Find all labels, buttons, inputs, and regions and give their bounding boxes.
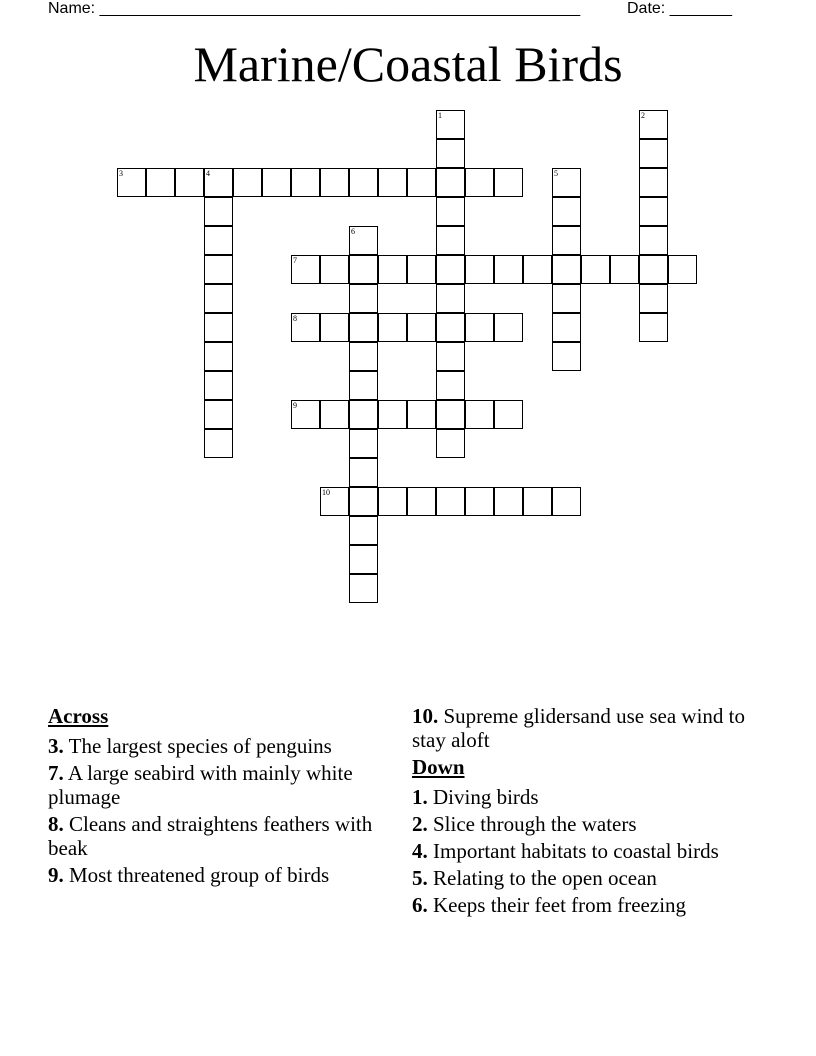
cell-number: 4 xyxy=(206,169,210,178)
grid-cell[interactable] xyxy=(465,400,494,429)
grid-cell[interactable] xyxy=(407,400,436,429)
grid-cell[interactable] xyxy=(378,313,407,342)
grid-cell[interactable] xyxy=(465,487,494,516)
grid-cell[interactable] xyxy=(349,545,378,574)
clue-text: Relating to the open ocean xyxy=(427,866,657,890)
grid-cell[interactable] xyxy=(639,313,668,342)
grid-cell[interactable] xyxy=(581,255,610,284)
grid-cell[interactable] xyxy=(552,255,581,284)
clues-column-left xyxy=(48,704,378,890)
grid-cell[interactable] xyxy=(233,168,262,197)
clue-number: 4. xyxy=(412,839,428,863)
clue-across-3 xyxy=(48,734,378,758)
clue-number: 5. xyxy=(412,866,428,890)
grid-cell[interactable] xyxy=(494,168,523,197)
grid-cell[interactable] xyxy=(349,255,378,284)
grid-cell[interactable] xyxy=(494,255,523,284)
clue-number: 10. xyxy=(412,704,439,728)
clue-text: Important habitats to coastal birds xyxy=(427,839,719,863)
down-heading: Down xyxy=(412,755,465,779)
grid-cell[interactable] xyxy=(465,255,494,284)
grid-cell[interactable] xyxy=(204,197,233,226)
grid-cell[interactable] xyxy=(378,487,407,516)
grid-cell[interactable] xyxy=(436,110,465,139)
grid-cell[interactable] xyxy=(349,168,378,197)
grid-cell[interactable] xyxy=(436,255,465,284)
grid-cell[interactable] xyxy=(204,342,233,371)
grid-cell[interactable] xyxy=(494,487,523,516)
grid-cell[interactable] xyxy=(436,429,465,458)
grid-cell[interactable] xyxy=(407,255,436,284)
grid-cell[interactable] xyxy=(436,371,465,400)
grid-cell[interactable] xyxy=(349,226,378,255)
clue-number: 6. xyxy=(412,893,428,917)
grid-cell[interactable] xyxy=(117,168,146,197)
clue-text: The largest species of penguins xyxy=(63,734,332,758)
puzzle-title: Marine/Coastal Birds xyxy=(193,36,623,92)
clue-down-2 xyxy=(412,812,752,836)
grid-cell[interactable] xyxy=(639,197,668,226)
grid-cell[interactable] xyxy=(552,313,581,342)
cell-number: 9 xyxy=(293,401,297,410)
grid-cell[interactable] xyxy=(436,487,465,516)
grid-cell[interactable] xyxy=(639,139,668,168)
grid-cell[interactable] xyxy=(407,487,436,516)
grid-cell[interactable] xyxy=(291,255,320,284)
grid-cell[interactable] xyxy=(552,342,581,371)
name-field[interactable]: Name: ______________________________________________________ xyxy=(48,0,581,17)
cell-number: 8 xyxy=(293,314,297,323)
grid-cell[interactable] xyxy=(349,429,378,458)
clue-text: Diving birds xyxy=(427,785,539,809)
grid-cell[interactable] xyxy=(494,400,523,429)
grid-cell[interactable] xyxy=(639,284,668,313)
grid-cell[interactable] xyxy=(436,400,465,429)
cell-number: 10 xyxy=(322,488,330,497)
clues-column-right xyxy=(412,704,752,920)
grid-cell[interactable] xyxy=(639,255,668,284)
grid-cell[interactable] xyxy=(349,400,378,429)
clue-number: 8. xyxy=(48,812,64,836)
grid-cell[interactable] xyxy=(639,226,668,255)
grid-cell[interactable] xyxy=(436,197,465,226)
grid-cell[interactable] xyxy=(552,226,581,255)
grid-cell[interactable] xyxy=(349,487,378,516)
grid-cell[interactable] xyxy=(436,139,465,168)
clue-down-5 xyxy=(412,866,752,890)
clue-across-9 xyxy=(48,863,378,887)
grid-cell[interactable] xyxy=(204,429,233,458)
grid-cell[interactable] xyxy=(494,313,523,342)
grid-cell[interactable] xyxy=(320,255,349,284)
grid-cell[interactable] xyxy=(349,458,378,487)
clue-number: 2. xyxy=(412,812,428,836)
grid-cell[interactable] xyxy=(552,168,581,197)
grid-cell[interactable] xyxy=(349,574,378,603)
clue-text: Supreme glidersand use sea wind to stay aloft xyxy=(412,704,746,752)
grid-cell[interactable] xyxy=(320,400,349,429)
grid-cell[interactable] xyxy=(204,284,233,313)
grid-cell[interactable] xyxy=(610,255,639,284)
grid-cell[interactable] xyxy=(204,255,233,284)
cell-number: 6 xyxy=(351,227,355,236)
cell-number: 3 xyxy=(119,169,123,178)
clue-number: 9. xyxy=(48,863,64,887)
cell-number: 5 xyxy=(554,169,558,178)
clue-across-10 xyxy=(412,704,752,752)
cell-number: 2 xyxy=(641,111,645,120)
grid-cell[interactable] xyxy=(320,487,349,516)
cell-number: 1 xyxy=(438,111,442,120)
clue-down-1 xyxy=(412,785,752,809)
grid-cell[interactable] xyxy=(349,371,378,400)
grid-cell[interactable] xyxy=(175,168,204,197)
grid-cell[interactable] xyxy=(320,168,349,197)
grid-cell[interactable] xyxy=(262,168,291,197)
clue-text: Keeps their feet from freezing xyxy=(427,893,687,917)
grid-cell[interactable] xyxy=(436,313,465,342)
grid-cell[interactable] xyxy=(378,400,407,429)
clue-text: A large seabird with mainly white plumage xyxy=(48,761,353,809)
grid-cell[interactable] xyxy=(146,168,175,197)
grid-cell[interactable] xyxy=(349,516,378,545)
grid-cell[interactable] xyxy=(552,197,581,226)
clue-down-4 xyxy=(412,839,752,863)
grid-cell[interactable] xyxy=(291,168,320,197)
grid-cell[interactable] xyxy=(465,168,494,197)
clue-number: 1. xyxy=(412,785,428,809)
grid-cell[interactable] xyxy=(291,313,320,342)
grid-cell[interactable] xyxy=(204,371,233,400)
clue-number: 7. xyxy=(48,761,64,785)
grid-cell[interactable] xyxy=(204,226,233,255)
grid-cell[interactable] xyxy=(465,313,494,342)
grid-cell[interactable] xyxy=(552,487,581,516)
grid-cell[interactable] xyxy=(378,168,407,197)
grid-cell[interactable] xyxy=(349,342,378,371)
grid-cell[interactable] xyxy=(436,284,465,313)
grid-cell[interactable] xyxy=(204,313,233,342)
grid-cell[interactable] xyxy=(639,168,668,197)
grid-cell[interactable] xyxy=(378,255,407,284)
grid-cell[interactable] xyxy=(436,168,465,197)
clue-number: 3. xyxy=(48,734,64,758)
grid-cell[interactable] xyxy=(436,226,465,255)
cell-number: 7 xyxy=(293,256,297,265)
grid-cell[interactable] xyxy=(407,313,436,342)
grid-cell[interactable] xyxy=(349,313,378,342)
grid-cell[interactable] xyxy=(523,487,552,516)
clue-across-7 xyxy=(48,761,378,809)
grid-cell[interactable] xyxy=(668,255,697,284)
grid-cell[interactable] xyxy=(204,168,233,197)
clue-text: Slice through the waters xyxy=(427,812,637,836)
grid-cell[interactable] xyxy=(523,255,552,284)
grid-cell[interactable] xyxy=(204,400,233,429)
clue-down-6 xyxy=(412,893,752,917)
grid-cell[interactable] xyxy=(291,400,320,429)
clue-across-8 xyxy=(48,812,378,860)
grid-cell[interactable] xyxy=(407,168,436,197)
clue-text: Cleans and straightens feathers with beak xyxy=(48,812,373,860)
grid-cell[interactable] xyxy=(320,313,349,342)
date-field[interactable]: Date: _______ xyxy=(627,0,732,17)
grid-cell[interactable] xyxy=(436,342,465,371)
grid-cell[interactable] xyxy=(639,110,668,139)
clue-text: Most threatened group of birds xyxy=(63,863,330,887)
across-heading: Across xyxy=(48,704,109,728)
grid-cell[interactable] xyxy=(552,284,581,313)
grid-cell[interactable] xyxy=(349,284,378,313)
